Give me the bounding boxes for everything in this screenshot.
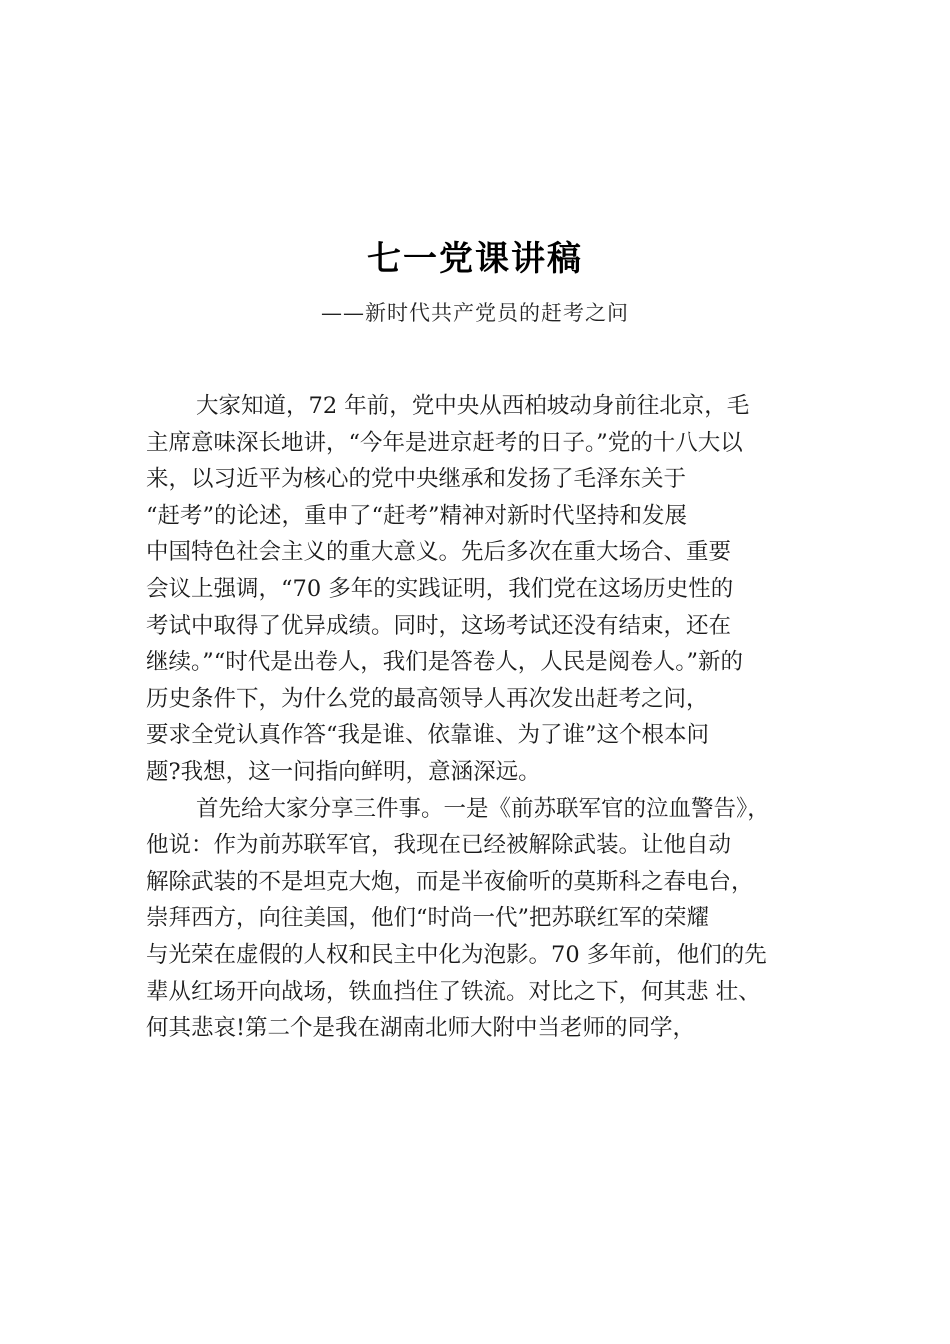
body-text — [146, 388, 836, 1047]
body-line: 继续。”“时代是出卷人，我们是答卷人，人民是阅卷人。”新的 — [146, 649, 744, 676]
page-subtitle: ——新时代共产党员的赶考之问 — [321, 301, 629, 325]
body-line: 他说：作为前苏联军官，我现在已经被解除武装。让他自动 — [146, 832, 732, 859]
body-line: 首先给大家分享三件事。一是《前苏联军官的泣血警告》， — [196, 795, 770, 822]
body-line: 要求全党认真作答“我是谁、依靠谁、为了谁”这个根本问 — [146, 722, 710, 749]
body-line: 中国特色社会主义的重大意义。先后多次在重大场合、重要 — [146, 539, 732, 566]
body-line: 崇拜西方，向往美国，他们“时尚一代”把苏联红军的荣耀 — [146, 905, 710, 932]
body-line: 解除武装的不是坦克大炮，而是半夜偷听的莫斯科之春电台， — [146, 868, 754, 895]
body-line: 考试中取得了优异成绩。同时，这场考试还没有结束，还在 — [146, 612, 732, 639]
body-line: 辈从红场开向战场，铁血挡住了铁流。对比之下，何其悲 壮、 — [146, 978, 761, 1005]
body-line: “赶考”的论述，重申了“赶考”精神对新时代坚持和发展 — [146, 502, 688, 529]
body-line: 历史条件下，为什么党的最高领导人再次发出赶考之问， — [146, 685, 709, 712]
page-title: 七一党课讲稿 — [367, 239, 583, 279]
body-line: 大家知道，72 年前，党中央从西柏坡动身前往北京，毛 — [196, 393, 750, 419]
body-line: 主席意味深长地讲，“今年是进京赶考的日子。”党的十八大以 — [146, 429, 743, 456]
body-line: 会议上强调，“70 多年的实践证明，我们党在这场历史性的 — [146, 575, 734, 602]
body-line: 何其悲哀!第二个是我在湖南北师大附中当老师的同学， — [146, 1015, 696, 1042]
body-line: 题?我想，这一问指向鲜明，意涵深远。 — [146, 758, 541, 785]
body-line: 与光荣在虚假的人权和民主中化为泡影。70 多年前，他们的先 — [146, 941, 767, 968]
body-line: 来，以习近平为核心的党中央继承和发扬了毛泽东关于 — [146, 466, 687, 493]
